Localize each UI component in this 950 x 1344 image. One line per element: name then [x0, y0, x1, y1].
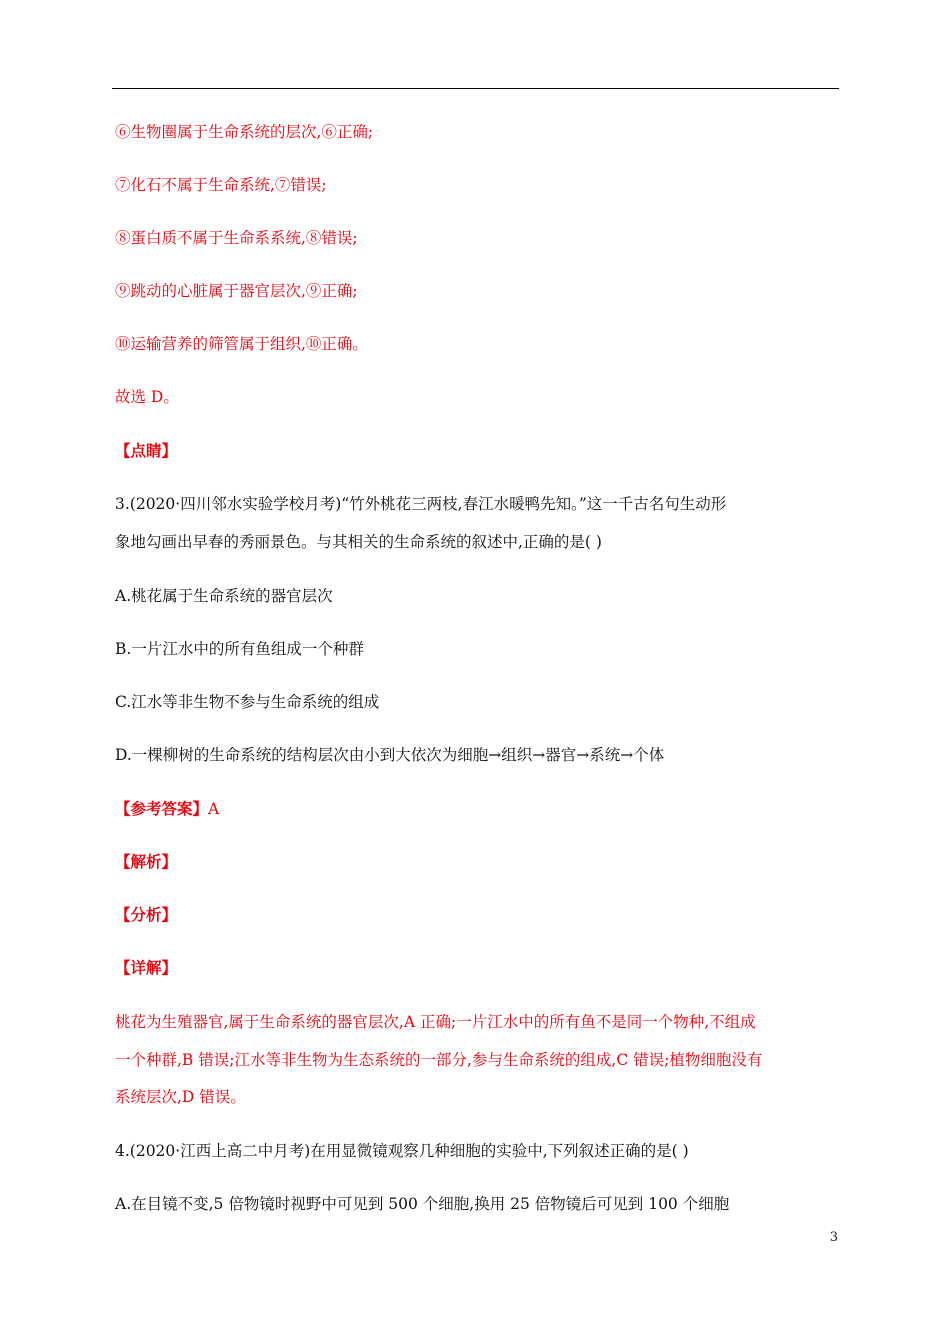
- q3-option-a: A.桃花属于生命系统的器官层次: [115, 587, 333, 605]
- tip-label: 【点睛】: [115, 441, 178, 460]
- q3-stem-line2: 象地勾画出早春的秀丽景色。与其相关的生命系统的叙述中,正确的是( ): [115, 533, 602, 551]
- q3-option-b: B.一片江水中的所有鱼组成一个种群: [115, 640, 364, 658]
- detail-line-1: 桃花为生殖器官,属于生命系统的器官层次,A 正确;一片江水中的所有鱼不是同一个物种,不组成: [115, 1013, 756, 1031]
- fenxi-label: 【分析】: [115, 905, 178, 924]
- header-rule: [112, 88, 839, 89]
- analysis-label: 【解析】: [115, 852, 178, 871]
- q3-stem-line1: 3.(2020·四川邻水实验学校月考)“竹外桃花三两枝,春江水暖鸭先知。”这一千古名句生动形: [115, 495, 727, 513]
- explanation-item-7: ⑦化石不属于生命系统,⑦错误;: [115, 176, 327, 194]
- answer-label: 【参考答案】: [115, 799, 209, 818]
- detail-line-3: 系统层次,D 错误。: [115, 1088, 246, 1106]
- explanation-item-8: ⑧蛋白质不属于生命系系统,⑧错误;: [115, 229, 358, 247]
- explanation-item-9: ⑨跳动的心脏属于器官层次,⑨正确;: [115, 282, 358, 300]
- explanation-item-10: ⑩运输营养的筛管属于组织,⑩正确。: [115, 335, 368, 353]
- q3-option-d: D.一棵柳树的生命系统的结构层次由小到大依次为细胞→组织→器官→系统→个体: [115, 746, 665, 764]
- q4-stem: 4.(2020·江西上高二中月考)在用显微镜观察几种细胞的实验中,下列叙述正确的是( ): [115, 1142, 689, 1160]
- detail-label: 【详解】: [115, 958, 178, 977]
- answer-value: A: [208, 800, 220, 818]
- detail-line-2: 一个种群,B 错误;江水等非生物为生态系统的一部分,参与生命系统的组成,C 错误;植物细胞没有: [115, 1051, 763, 1069]
- q3-answer: [115, 799, 845, 819]
- choose-answer-line: 故选 D。: [115, 388, 179, 406]
- explanation-item-6: ⑥生物圈属于生命系统的层次,⑥正确;: [115, 123, 374, 141]
- q4-option-a: A.在目镜不变,5 倍物镜时视野中可见到 500 个细胞,换用 25 倍物镜后可见到 100 个细胞: [115, 1195, 730, 1213]
- page-number: 3: [829, 1230, 838, 1245]
- q3-option-c: C.江水等非生物不参与生命系统的组成: [115, 693, 380, 711]
